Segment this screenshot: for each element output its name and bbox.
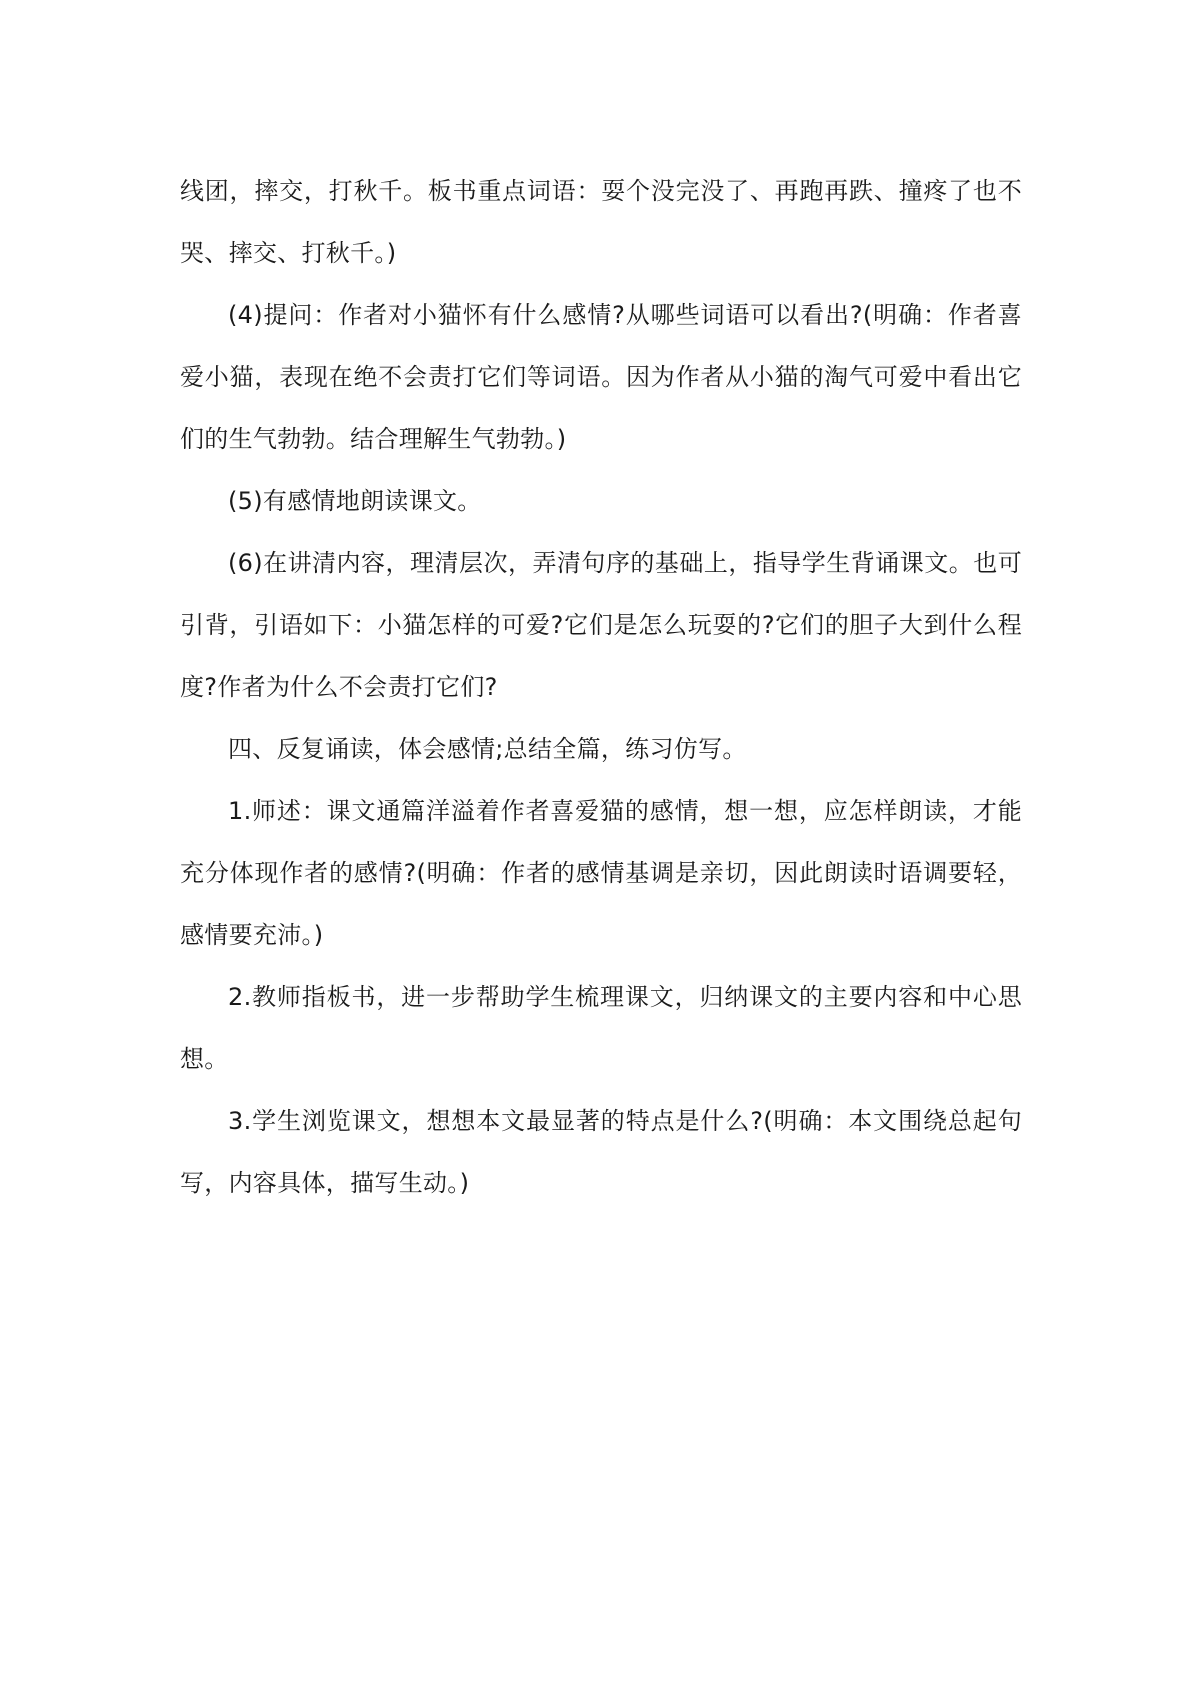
paragraph-item-2: 2.教师指板书，进一步帮助学生梳理课文，归纳课文的主要内容和中心思想。 xyxy=(180,983,1022,1073)
paragraph-item-1: 1.师述：课文通篇洋溢着作者喜爱猫的感情，想一想，应怎样朗读，才能充分体现作者的感情?(明确：作者的感情基调是亲切，因此朗读时语调要轻，感情要充沛。) xyxy=(180,797,1022,949)
paragraph-item-3: 3.学生浏览课文，想想本文最显著的特点是什么?(明确：本文围绕总起句写，内容具体，描写生动。) xyxy=(180,1107,1022,1197)
paragraph-step-6: (6)在讲清内容，理清层次，弄清句序的基础上，指导学生背诵课文。也可引背，引语如下：小猫怎样的可爱?它们是怎么玩耍的?它们的胆子大到什么程度?作者为什么不会责打它们? xyxy=(180,549,1022,701)
paragraph-step-4: (4)提问：作者对小猫怀有什么感情?从哪些词语可以看出?(明确：作者喜爱小猫，表现在绝不会责打它们等词语。因为作者从小猫的淘气可爱中看出它们的生气勃勃。结合理解生气勃勃。) xyxy=(180,301,1022,453)
document-body xyxy=(180,160,1022,1214)
section-heading-four: 四、反复诵读，体会感情;总结全篇，练习仿写。 xyxy=(228,735,747,763)
paragraph-continuation: 线团，摔交，打秋千。板书重点词语：耍个没完没了、再跑再跌、撞疼了也不哭、摔交、打秋千。) xyxy=(180,177,1022,267)
paragraph-step-5: (5)有感情地朗读课文。 xyxy=(228,487,482,515)
